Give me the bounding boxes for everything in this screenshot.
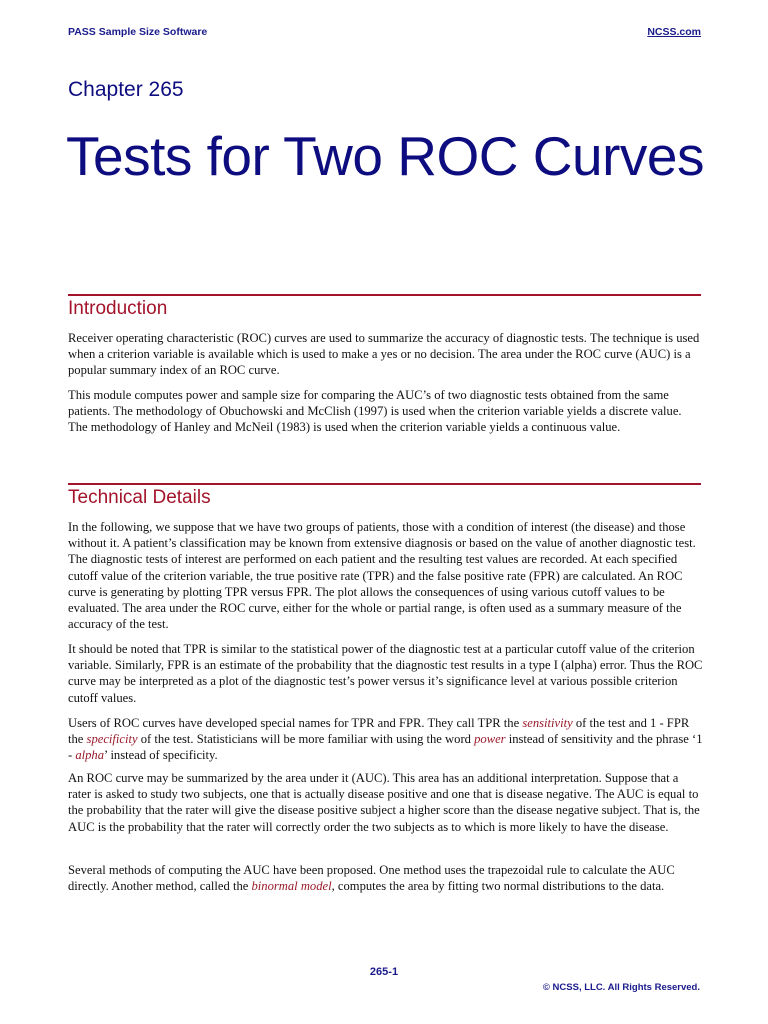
header-software-name: PASS Sample Size Software bbox=[68, 26, 208, 38]
chapter-label: Chapter 265 bbox=[68, 78, 184, 101]
text-run: An ROC curve may be summarized by the area under it (AUC). This area has an additional interpretation. Suppose that a rater is asked to study two subjects, one that is actually disease positive and one that is disease negative. The AUC is equal to the probability that the rater will give the disease positive subject a higher score than the disease negative subject. That is, the AUC is the probability that the rater will correctly order the two subjects as to which is more likely to have the disease. bbox=[68, 771, 700, 834]
copyright-notice: © NCSS, LLC. All Rights Reserved. bbox=[542, 982, 700, 993]
text-run: ’ instead of specificity. bbox=[104, 748, 218, 763]
text-run: Several methods of computing the AUC have been proposed. One method uses the trapezoidal rule to calculate the AUC directly. Another method, called the bbox=[68, 863, 675, 894]
paragraph-intro-2 bbox=[68, 387, 704, 436]
paragraph-intro-1 bbox=[68, 330, 704, 379]
page-title: Tests for Two ROC Curves bbox=[66, 125, 704, 187]
text-run: , computes the area by fitting two normal distributions to the data. bbox=[331, 879, 665, 894]
text-run: In the following, we suppose that we have two groups of patients, those with a condition of interest (the disease) and those without it. A patient’s classification may be known from extensive diagnosis or based on the value of another diagnostic test. The diagnostic tests of interest are performed on each patient and the resulting test values are recorded. At each specified cutoff value of the criterion variable, the true positive rate (TPR) and the false positive rate (FPR) are calculated. An ROC curve is generating by plotting TPR versus FPR. The plot allows the consequences of using various cutoff values to be evaluated. The area under the ROC curve, either for the whole or partial range, is often used as a summary measure of the accuracy of the test. bbox=[68, 520, 696, 632]
text-run: of the test and 1 - FPR the bbox=[68, 716, 690, 747]
paragraph-technical-5 bbox=[68, 862, 704, 894]
text-run: Users of ROC curves have developed special names for TPR and FPR. They call TPR the bbox=[68, 716, 523, 730]
section-heading-introduction: Introduction bbox=[68, 298, 168, 319]
section-divider-technical-details bbox=[68, 483, 701, 485]
emphasized-term: binormal model bbox=[251, 879, 332, 894]
header-site-link[interactable]: NCSS.com bbox=[647, 26, 701, 38]
text-run: of the test. Statisticians will be more familiar with using the word bbox=[137, 732, 475, 747]
paragraph-technical-2 bbox=[68, 641, 704, 706]
text-run: It should be noted that TPR is similar to the statistical power of the diagnostic test at a particular cutoff value of the criterion variable. Similarly, FPR is an estimate of the probability that the diagnostic test results in a type I (alpha) error. Thus the ROC curve may be interpreted as a plot of the diagnostic test’s power versus it’s significance level at various possible criterion cutoff values. bbox=[68, 642, 703, 705]
emphasized-term: alpha bbox=[75, 748, 105, 763]
text-run: instead of sensitivity and the phrase ‘1 - bbox=[68, 732, 703, 763]
emphasized-term: specificity bbox=[86, 732, 138, 747]
page-number: 265-1 bbox=[369, 966, 399, 978]
section-heading-technical-details: Technical Details bbox=[68, 487, 211, 508]
emphasized-term: sensitivity bbox=[522, 716, 573, 730]
section-divider-introduction bbox=[68, 294, 701, 296]
page-header bbox=[68, 26, 701, 42]
paragraph-technical-1 bbox=[68, 519, 704, 632]
paragraph-technical-3 bbox=[68, 715, 704, 764]
emphasized-term: power bbox=[474, 732, 506, 747]
text-run: This module computes power and sample size for comparing the AUC’s of two diagnostic tests obtained from the same patients. The methodology of Obuchowski and McClish (1997) is used when the criterion variable yields a discrete value. The methodology of Hanley and McNeil (1983) is used when the criterion variable yields a continuous value. bbox=[68, 388, 682, 435]
paragraph-technical-4 bbox=[68, 770, 704, 835]
text-run: Receiver operating characteristic (ROC) curves are used to summarize the accuracy of diagnostic tests. The technique is used when a criterion variable is available which is used to make a yes or no decision. The area under the ROC curve (AUC) is a popular summary index of an ROC curve. bbox=[68, 331, 700, 378]
